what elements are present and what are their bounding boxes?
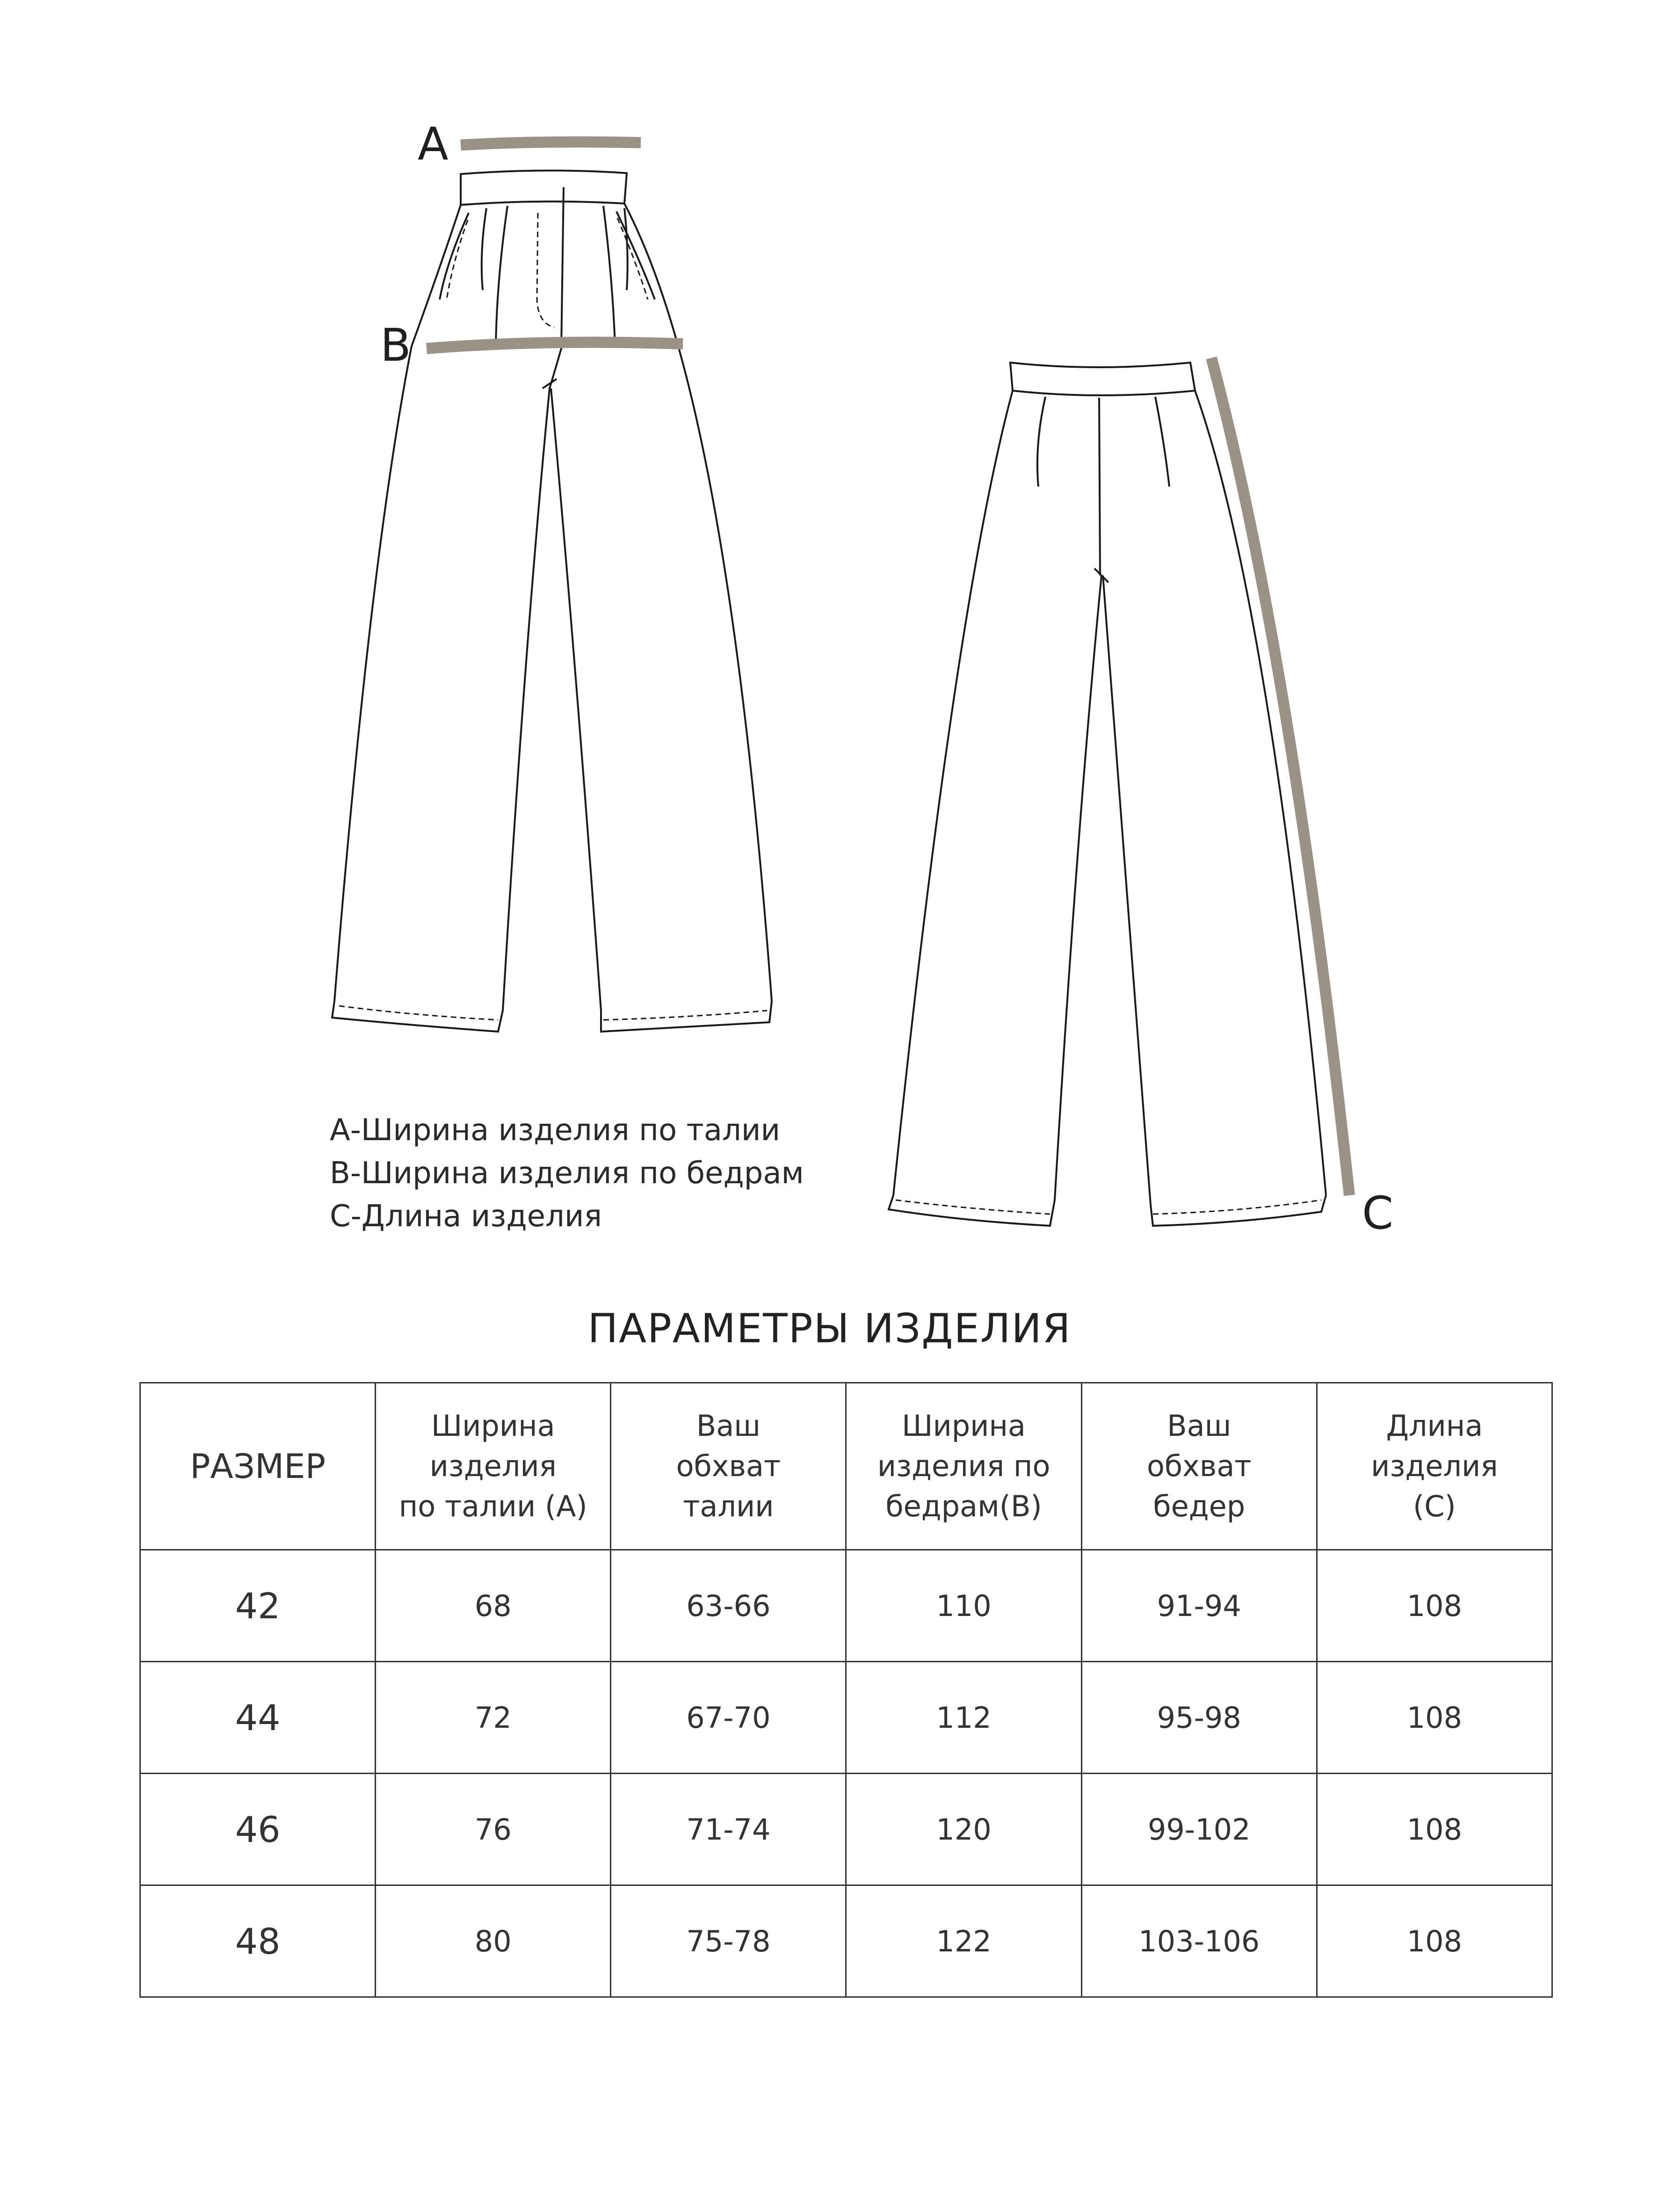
table-title: ПАРАМЕТРЫ ИЗДЕЛИЯ <box>587 1305 1072 1352</box>
length-measure-band <box>1211 358 1349 1195</box>
header-size: РАЗМЕР <box>140 1383 376 1550</box>
cell-length: 108 <box>1317 1774 1552 1885</box>
marker-a: A <box>418 118 449 170</box>
cell-length: 108 <box>1317 1550 1552 1662</box>
cell-hip-girth: 95-98 <box>1081 1662 1317 1774</box>
legend <box>330 1109 804 1238</box>
header-hip-width: Ширина изделия по бедрам(В) <box>846 1383 1081 1550</box>
table-row <box>140 1550 1552 1662</box>
cell-waist-width: 68 <box>376 1550 611 1662</box>
cell-size: 44 <box>140 1662 376 1774</box>
header-length: Длина изделия (С) <box>1317 1383 1552 1550</box>
cell-length: 108 <box>1317 1885 1552 1997</box>
cell-hip-width: 122 <box>846 1885 1081 1997</box>
cell-size: 46 <box>140 1774 376 1885</box>
legend-item-c: С-Длина изделия <box>330 1199 602 1234</box>
legend-item-b: В-Ширина изделия по бедрам <box>330 1156 804 1191</box>
cell-hip-girth: 91-94 <box>1081 1550 1317 1662</box>
size-table <box>139 1382 1553 1998</box>
table-row <box>140 1885 1552 1997</box>
cell-hip-width: 110 <box>846 1550 1081 1662</box>
cell-waist-girth: 75-78 <box>611 1885 846 1997</box>
header-waist-girth: Ваш обхват талии <box>611 1383 846 1550</box>
waist-measure-band <box>461 142 641 145</box>
header-hip-girth: Ваш обхват бедер <box>1081 1383 1317 1550</box>
cell-waist-girth: 71-74 <box>611 1774 846 1885</box>
cell-waist-width: 72 <box>376 1662 611 1774</box>
back-pants-drawing <box>889 363 1326 1226</box>
marker-c: C <box>1362 1187 1394 1239</box>
cell-hip-width: 120 <box>846 1774 1081 1885</box>
legend-item-a: А-Ширина изделия по талии <box>330 1113 781 1148</box>
table-row <box>140 1774 1552 1885</box>
hip-measure-band <box>427 342 683 349</box>
cell-waist-girth: 63-66 <box>611 1550 846 1662</box>
cell-waist-width: 76 <box>376 1774 611 1885</box>
table-row <box>140 1662 1552 1774</box>
cell-waist-width: 80 <box>376 1885 611 1997</box>
cell-size: 42 <box>140 1550 376 1662</box>
header-waist-width: Ширина изделия по талии (А) <box>376 1383 611 1550</box>
table-header-row <box>140 1383 1552 1550</box>
cell-length: 108 <box>1317 1662 1552 1774</box>
front-pants-drawing <box>332 170 772 1032</box>
marker-b: B <box>380 319 411 371</box>
cell-hip-girth: 99-102 <box>1081 1774 1317 1885</box>
cell-waist-girth: 67-70 <box>611 1662 846 1774</box>
cell-hip-width: 112 <box>846 1662 1081 1774</box>
cell-hip-girth: 103-106 <box>1081 1885 1317 1997</box>
cell-size: 48 <box>140 1885 376 1997</box>
